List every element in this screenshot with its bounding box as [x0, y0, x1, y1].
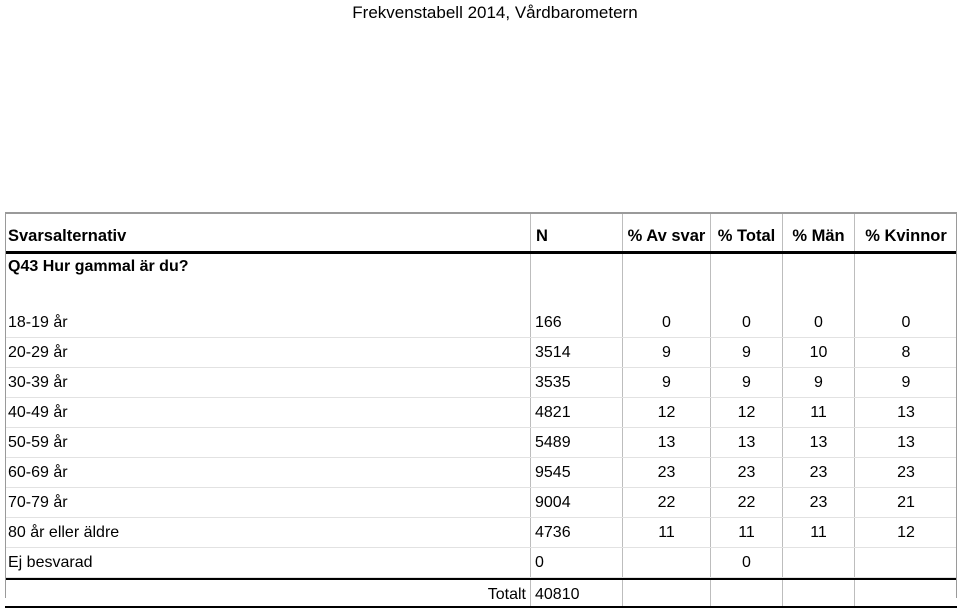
empty-cell — [854, 254, 957, 284]
row-pct-answers: 22 — [622, 488, 710, 517]
table-row — [5, 488, 957, 518]
empty-cell — [530, 254, 622, 284]
table-row — [5, 368, 957, 398]
row-pct-women: 13 — [854, 428, 957, 457]
row-pct-answers — [622, 548, 710, 577]
row-n: 9004 — [530, 488, 622, 517]
row-pct-men: 11 — [782, 518, 854, 547]
row-pct-answers: 23 — [622, 458, 710, 487]
frequency-table — [5, 212, 957, 608]
question-label: Q43 Hur gammal är du? — [8, 258, 189, 275]
row-label: Ej besvarad — [8, 554, 93, 571]
row-pct-answers: 9 — [622, 368, 710, 397]
page-title: Frekvenstabell 2014, Vårdbarometern — [352, 3, 638, 22]
row-pct-total: 23 — [710, 458, 782, 487]
row-pct-total: 22 — [710, 488, 782, 517]
empty-cell — [854, 284, 957, 308]
row-pct-women: 9 — [854, 368, 957, 397]
row-pct-men: 10 — [782, 338, 854, 367]
header-pct-women: % Kvinnor — [854, 214, 957, 251]
row-pct-men: 23 — [782, 458, 854, 487]
row-label: 30-39 år — [8, 374, 68, 391]
row-label: 80 år eller äldre — [8, 524, 120, 541]
row-pct-men: 13 — [782, 428, 854, 457]
row-pct-total: 9 — [710, 338, 782, 367]
row-n: 166 — [530, 308, 622, 337]
row-n: 0 — [530, 548, 622, 577]
row-pct-answers: 9 — [622, 338, 710, 367]
empty-cell — [710, 580, 782, 606]
row-n: 3535 — [530, 368, 622, 397]
row-pct-total: 0 — [710, 548, 782, 577]
table-row — [5, 548, 957, 578]
row-pct-total: 13 — [710, 428, 782, 457]
row-pct-total: 0 — [710, 308, 782, 337]
row-label: 60-69 år — [8, 464, 68, 481]
empty-cell — [782, 284, 854, 308]
row-label: 40-49 år — [8, 404, 68, 421]
row-pct-women: 12 — [854, 518, 957, 547]
row-pct-women — [854, 548, 957, 577]
table-row — [5, 518, 957, 548]
empty-cell — [782, 580, 854, 606]
table-row — [5, 398, 957, 428]
row-pct-total: 11 — [710, 518, 782, 547]
row-n: 4736 — [530, 518, 622, 547]
table-row — [5, 308, 957, 338]
empty-cell — [530, 284, 622, 308]
row-label: 18-19 år — [8, 314, 68, 331]
empty-cell — [622, 580, 710, 606]
data-rows — [5, 308, 957, 578]
empty-cell — [622, 254, 710, 284]
table-header-row — [5, 212, 957, 254]
table-border-left — [5, 212, 6, 598]
row-n: 9545 — [530, 458, 622, 487]
row-pct-women: 0 — [854, 308, 957, 337]
row-n: 4821 — [530, 398, 622, 427]
row-pct-men: 23 — [782, 488, 854, 517]
row-label: 70-79 år — [8, 494, 68, 511]
empty-cell — [5, 284, 530, 308]
empty-cell — [782, 254, 854, 284]
row-pct-women: 13 — [854, 398, 957, 427]
empty-cell — [854, 580, 957, 606]
row-pct-total: 12 — [710, 398, 782, 427]
row-label: 50-59 år — [8, 434, 68, 451]
row-pct-answers: 13 — [622, 428, 710, 457]
empty-cell — [710, 254, 782, 284]
empty-cell — [710, 284, 782, 308]
row-pct-men: 0 — [782, 308, 854, 337]
header-pct-men: % Män — [782, 214, 854, 251]
row-n: 5489 — [530, 428, 622, 457]
table-border-right — [956, 212, 957, 598]
row-pct-men: 11 — [782, 398, 854, 427]
row-pct-men: 9 — [782, 368, 854, 397]
header-answer: Svarsalternativ — [8, 227, 127, 245]
header-n: N — [530, 214, 622, 251]
row-n: 3514 — [530, 338, 622, 367]
row-pct-answers: 0 — [622, 308, 710, 337]
row-pct-men — [782, 548, 854, 577]
row-pct-answers: 11 — [622, 518, 710, 547]
row-label: 20-29 år — [8, 344, 68, 361]
header-pct-answers: % Av svar — [622, 214, 710, 251]
spacer-row — [5, 284, 957, 308]
total-row — [5, 578, 957, 608]
empty-cell — [622, 284, 710, 308]
table-row — [5, 338, 957, 368]
header-pct-total: % Total — [710, 214, 782, 251]
table-row — [5, 428, 957, 458]
total-n: 40810 — [530, 580, 622, 606]
row-pct-women: 8 — [854, 338, 957, 367]
table-row — [5, 458, 957, 488]
row-pct-answers: 12 — [622, 398, 710, 427]
row-pct-women: 21 — [854, 488, 957, 517]
row-pct-total: 9 — [710, 368, 782, 397]
question-row — [5, 254, 957, 284]
total-label: Totalt — [487, 586, 526, 603]
row-pct-women: 23 — [854, 458, 957, 487]
